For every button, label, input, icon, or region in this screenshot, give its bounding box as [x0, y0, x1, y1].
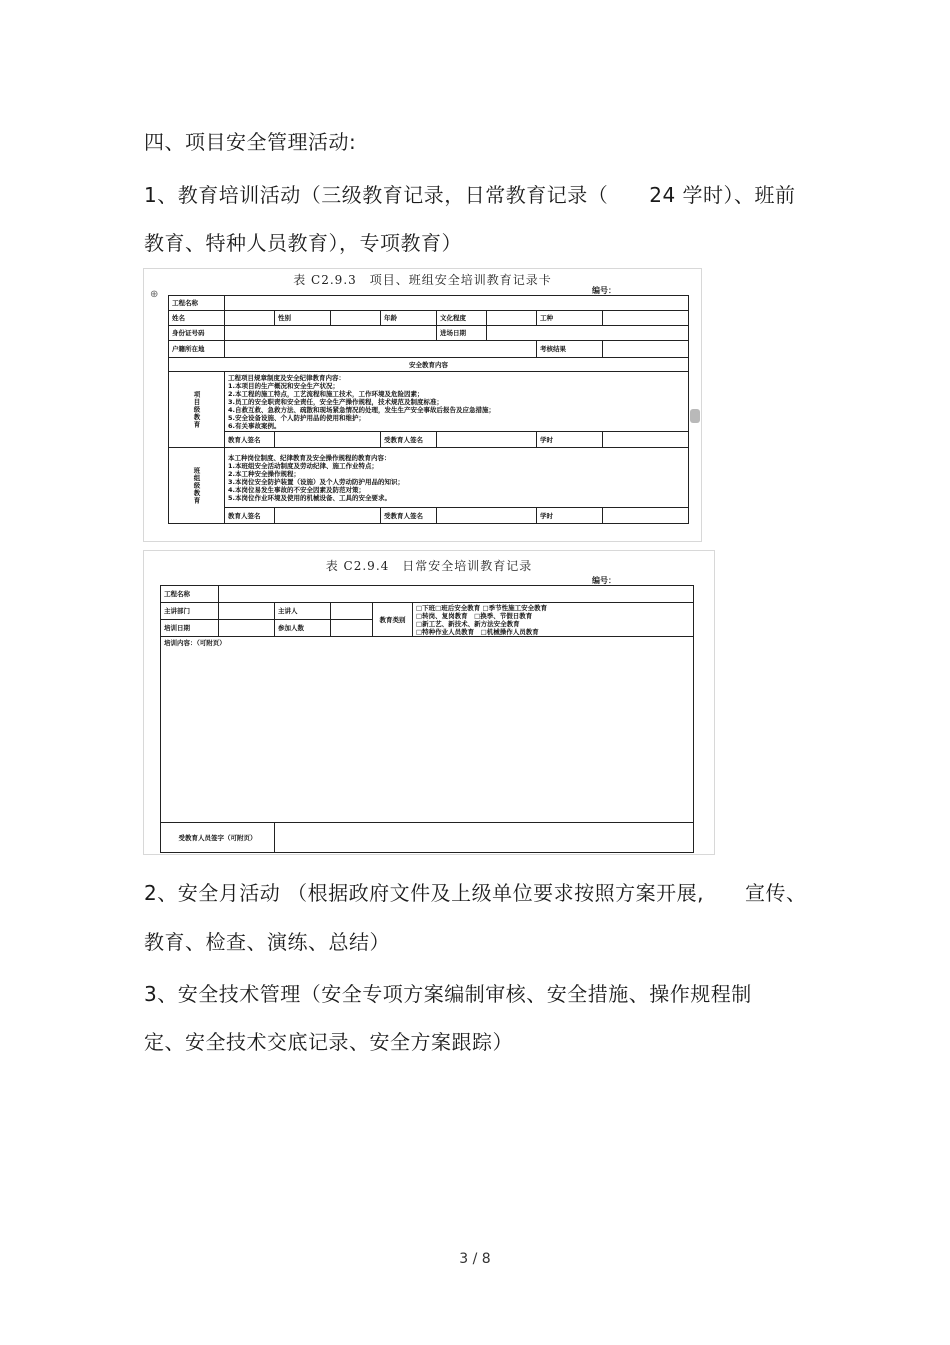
- form1-gender-label: 性别: [275, 311, 331, 326]
- form1-project-level-label: 项目级教育: [169, 372, 225, 448]
- form1-team-level-label: 班组级教育: [169, 448, 225, 524]
- form2-title: 表 C2.9.4 日常安全培训教育记录: [325, 559, 533, 573]
- item1-line2: 教育、特种人员教育），专项教育）: [144, 231, 462, 255]
- form2-date-label: 培训日期: [161, 620, 219, 637]
- form2-type-options: □下班□班后安全教育 □季节性施工安全教育 □转岗、复岗教育 □换季、节假日教育 □新工艺、新技术、新方法安全教育 □特种作业人员教育 □机械操作人员教育: [413, 603, 694, 637]
- form1-hours-label: 学时: [537, 432, 603, 448]
- form1-content-header: 安全教育内容: [169, 358, 689, 372]
- form1-educator-sign-label: 教育人签名: [225, 432, 275, 448]
- form1-trade-label: 工种: [537, 311, 603, 326]
- form1-education-label: 文化程度: [437, 311, 487, 326]
- item2-line1: 2、安全月活动 （根据政府文件及上级单位要求按照方案开展, 宣传、: [144, 881, 807, 905]
- form2-project-name-label: 工程名称: [161, 586, 219, 603]
- form1-project-content: 工程项目规章制度及安全纪律教育内容： 1.本项目的生产概况和安全生产状况； 2.本工程的施工特点，工艺流程和施工技术，工作环境及危险因素； 3.员工的安全职责和安全责任，安全生产操作规程，技术规范及制度标准； 4.自救互救、急救方法、疏散和现场紧急情况的处理，发生生产安全事故后报告及应急措施； 5.安全设备设施、个人防护用品的使用和维护； 6.有关事故案例。: [225, 372, 689, 432]
- move-handle-icon: ⊕: [150, 289, 159, 300]
- form1-team-content: 本工种岗位制度、纪律教育及安全操作规程的教育内容： 1.本班组安全活动制度及劳动纪律、施工作业特点； 2.本工种安全操作规程； 3.本岗位安全防护装置（设施）及个人劳动防护用品的知识； 4.本岗位易发生事故的不安全因素及防范对策； 5.本岗位作业环境及使用的机械设备、工具的安全要求。: [225, 448, 689, 508]
- form1-trainee-sign-label: 受教育人签名: [381, 432, 437, 448]
- form1-hours-label-2: 学时: [537, 508, 603, 524]
- form1-age-label: 年龄: [381, 311, 437, 326]
- form2-number-label: 编号：: [592, 576, 616, 585]
- page-number: 3 / 8: [459, 1251, 491, 1267]
- form1-project-name-label: 工程名称: [169, 296, 225, 311]
- item3-line2: 定、安全技术交底记录、安全方案跟踪）: [144, 1030, 513, 1054]
- form1-title: 表 C2.9.3 项目、班组安全培训教育记录卡: [293, 273, 552, 287]
- daily-training-record-image: [143, 550, 715, 855]
- training-record-card-image: [143, 268, 702, 542]
- scroll-handle-icon: [690, 409, 700, 423]
- item3-line1: 3、安全技术管理（安全专项方案编制审核、安全措施、操作规程制: [144, 982, 752, 1006]
- form1-id-label: 身份证号码: [169, 326, 225, 341]
- form1-enter-date-label: 进场日期: [437, 326, 487, 341]
- form1-name-label: 姓名: [169, 311, 225, 326]
- item2-line2: 教育、检查、演练、总结）: [144, 930, 390, 954]
- form1-exam-label: 考核结果: [537, 341, 603, 358]
- form2-trainee-sign-label: 受教育人员签字（可附页）: [161, 823, 275, 853]
- form2-table: [160, 585, 694, 853]
- form2-speaker-label: 主讲人: [275, 603, 331, 620]
- form1-educator-sign-label-2: 教育人签名: [225, 508, 275, 524]
- section-heading: 四、项目安全管理活动:: [144, 130, 357, 154]
- form2-host-dept-label: 主讲部门: [161, 603, 219, 620]
- item1-line1: 1、教育培训活动（三级教育记录，日常教育记录（ 24 学时）、班前: [144, 183, 796, 207]
- form1-table: [168, 295, 689, 524]
- form1-trainee-sign-label-2: 受教育人签名: [381, 508, 437, 524]
- form1-number-label: 编号：: [592, 286, 616, 295]
- form2-participants-label: 参加人数: [275, 620, 331, 637]
- form2-content-label: 培训内容：（可附页）: [161, 637, 694, 823]
- form2-edu-type-label: 教育类别: [373, 603, 413, 637]
- form1-address-label: 户籍所在地: [169, 341, 225, 358]
